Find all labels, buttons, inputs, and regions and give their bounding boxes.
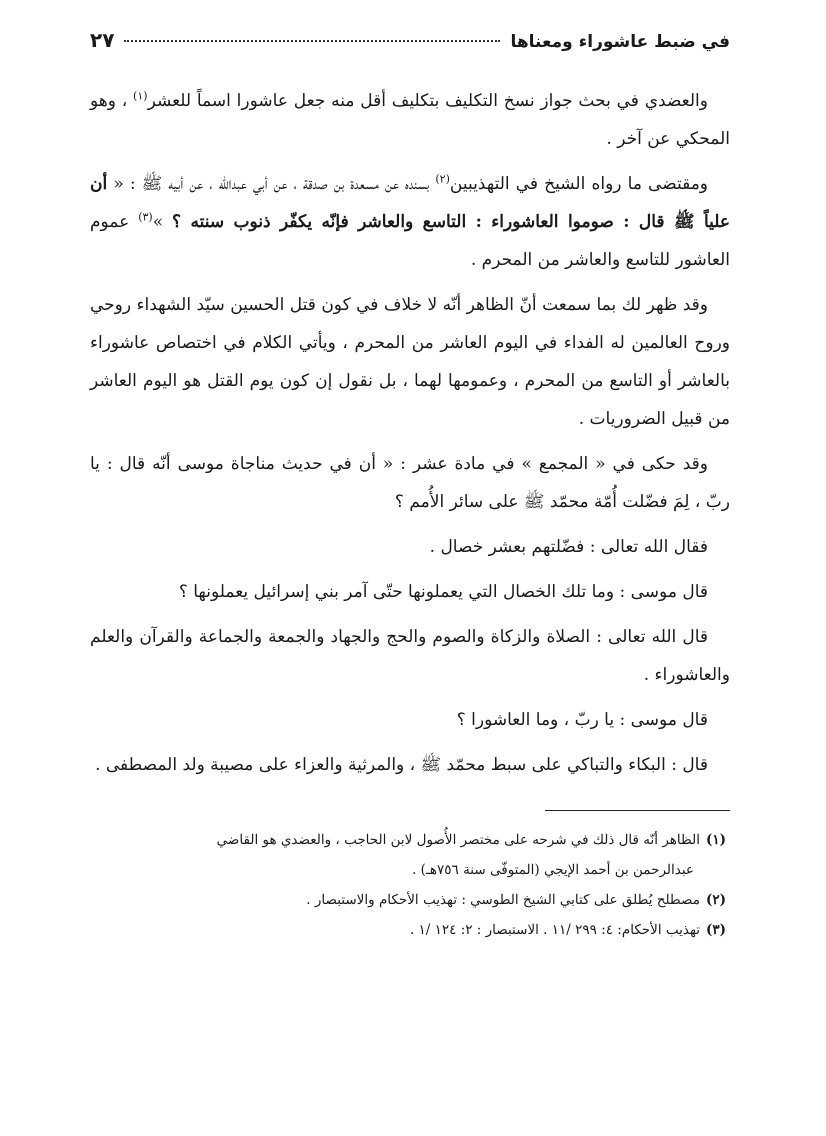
footnote-1 [90,825,730,855]
paragraph-4: وقد حكى في « المجمع » في مادة عشر : « أن في حديث مناجاة موسى أنّه قال : يا ربّ ، لِمَ فضّلت أُمّة محمّد ﷺ على سائر الأُمم ؟ [90,454,730,512]
footnote-2 [90,885,730,915]
running-header [90,28,730,66]
footnote-1-number: (١) [705,832,726,848]
main-text [90,82,730,784]
footnote-ref-2: (٢) [435,172,450,186]
paragraph-2-text-d: عموم العاشور للتاسع والعاشر من المحرم . [90,212,730,270]
footnote-2-number: (٢) [705,892,726,908]
paragraph-2-text-b: بسنده عن مسعدة بن صدقة ، عن أبي عبدالله ، عن أبيه ﷺ : « [113,174,430,194]
paragraph-1-text: والعضدي في بحث جواز نسخ التكليف بتكليف أقل منه جعل عاشورا اسماً للعشر [147,91,708,111]
paragraph-1-tail: ، وهو المحكي عن آخر . [90,91,730,149]
paragraph-8: قال موسى : يا ربّ ، وما العاشورا ؟ [456,710,708,730]
book-page [90,28,730,1108]
paragraph-2-text-a: ومقتضى ما رواه الشيخ في التهذيبين [449,174,709,194]
page-number: ٢٧ [90,28,115,52]
hadith-quote: أن علياً ﷺ قال : صوموا العاشوراء : التاسع والعاشر فإنّه يكفّر ذنوب سنته ؟ [90,174,731,232]
footnote-ref-3: (٣) [138,210,153,224]
paragraph-7: قال الله تعالى : الصلاة والزكاة والصوم والحج والجهاد والجمعة والجماعة والقرآن والعلم والعاشوراء . [90,627,730,685]
footnote-3-text: تهذيب الأحكام: ٤: ٢٩٩ /١١ . الاستبصار : ٢: ١٢٤ /١ . [409,922,700,938]
footnote-3 [90,915,730,945]
paragraph-1 [90,82,730,158]
chapter-title: في ضبط عاشوراء ومعناها [510,32,730,52]
paragraph-9: قال : البكاء والتباكي على سبط محمّد ﷺ ، والمرثية والعزاء على مصيبة ولد المصطفى . [95,755,708,775]
paragraph-6: قال موسى : وما تلك الخصال التي يعملونها حتّى آمر بني إسرائيل يعملونها ؟ [178,582,708,602]
paragraph-2 [90,165,730,279]
paragraph-3: وقد ظهر لك بما سمعت أنّ الظاهر أنّه لا خلاف في كون قتل الحسين سيّد الشهداء روحي وروح العالمين له الفداء في اليوم العاشر من المحرم ، ويأتي الكلام في اختصاص عاشوراء بالعاشر أو التاسع من المحرم ، وعمومها لهما ، بل نقول إن كون يوم القتل هو اليوم العاشر من قبيل الضروريات . [90,295,730,429]
footnotes [90,825,730,945]
paragraph-5: فقال الله تعالى : فضّلتهم بعشر خصال . [429,537,708,557]
footnote-separator [545,810,730,811]
footnote-ref-1: (١) [133,89,148,103]
footnote-3-number: (٣) [705,922,726,938]
footnote-1-text: الظاهر أنّه قال ذلك في شرحه على مختصر الأُصول لابن الحاجب ، والعضدي هو القاضي [216,832,700,848]
header-dot-leader [124,40,500,42]
footnote-2-text: مصطلح يُطلق على كتابي الشيخ الطوسي : تهذيب الأحكام والاستبصار . [306,892,700,908]
paragraph-2-quote-close: » [152,212,164,232]
footnote-1-continuation: عبدالرحمن بن أحمد الإيجي (المتوفّى سنة ٧٥٦هـ) . [412,862,694,878]
